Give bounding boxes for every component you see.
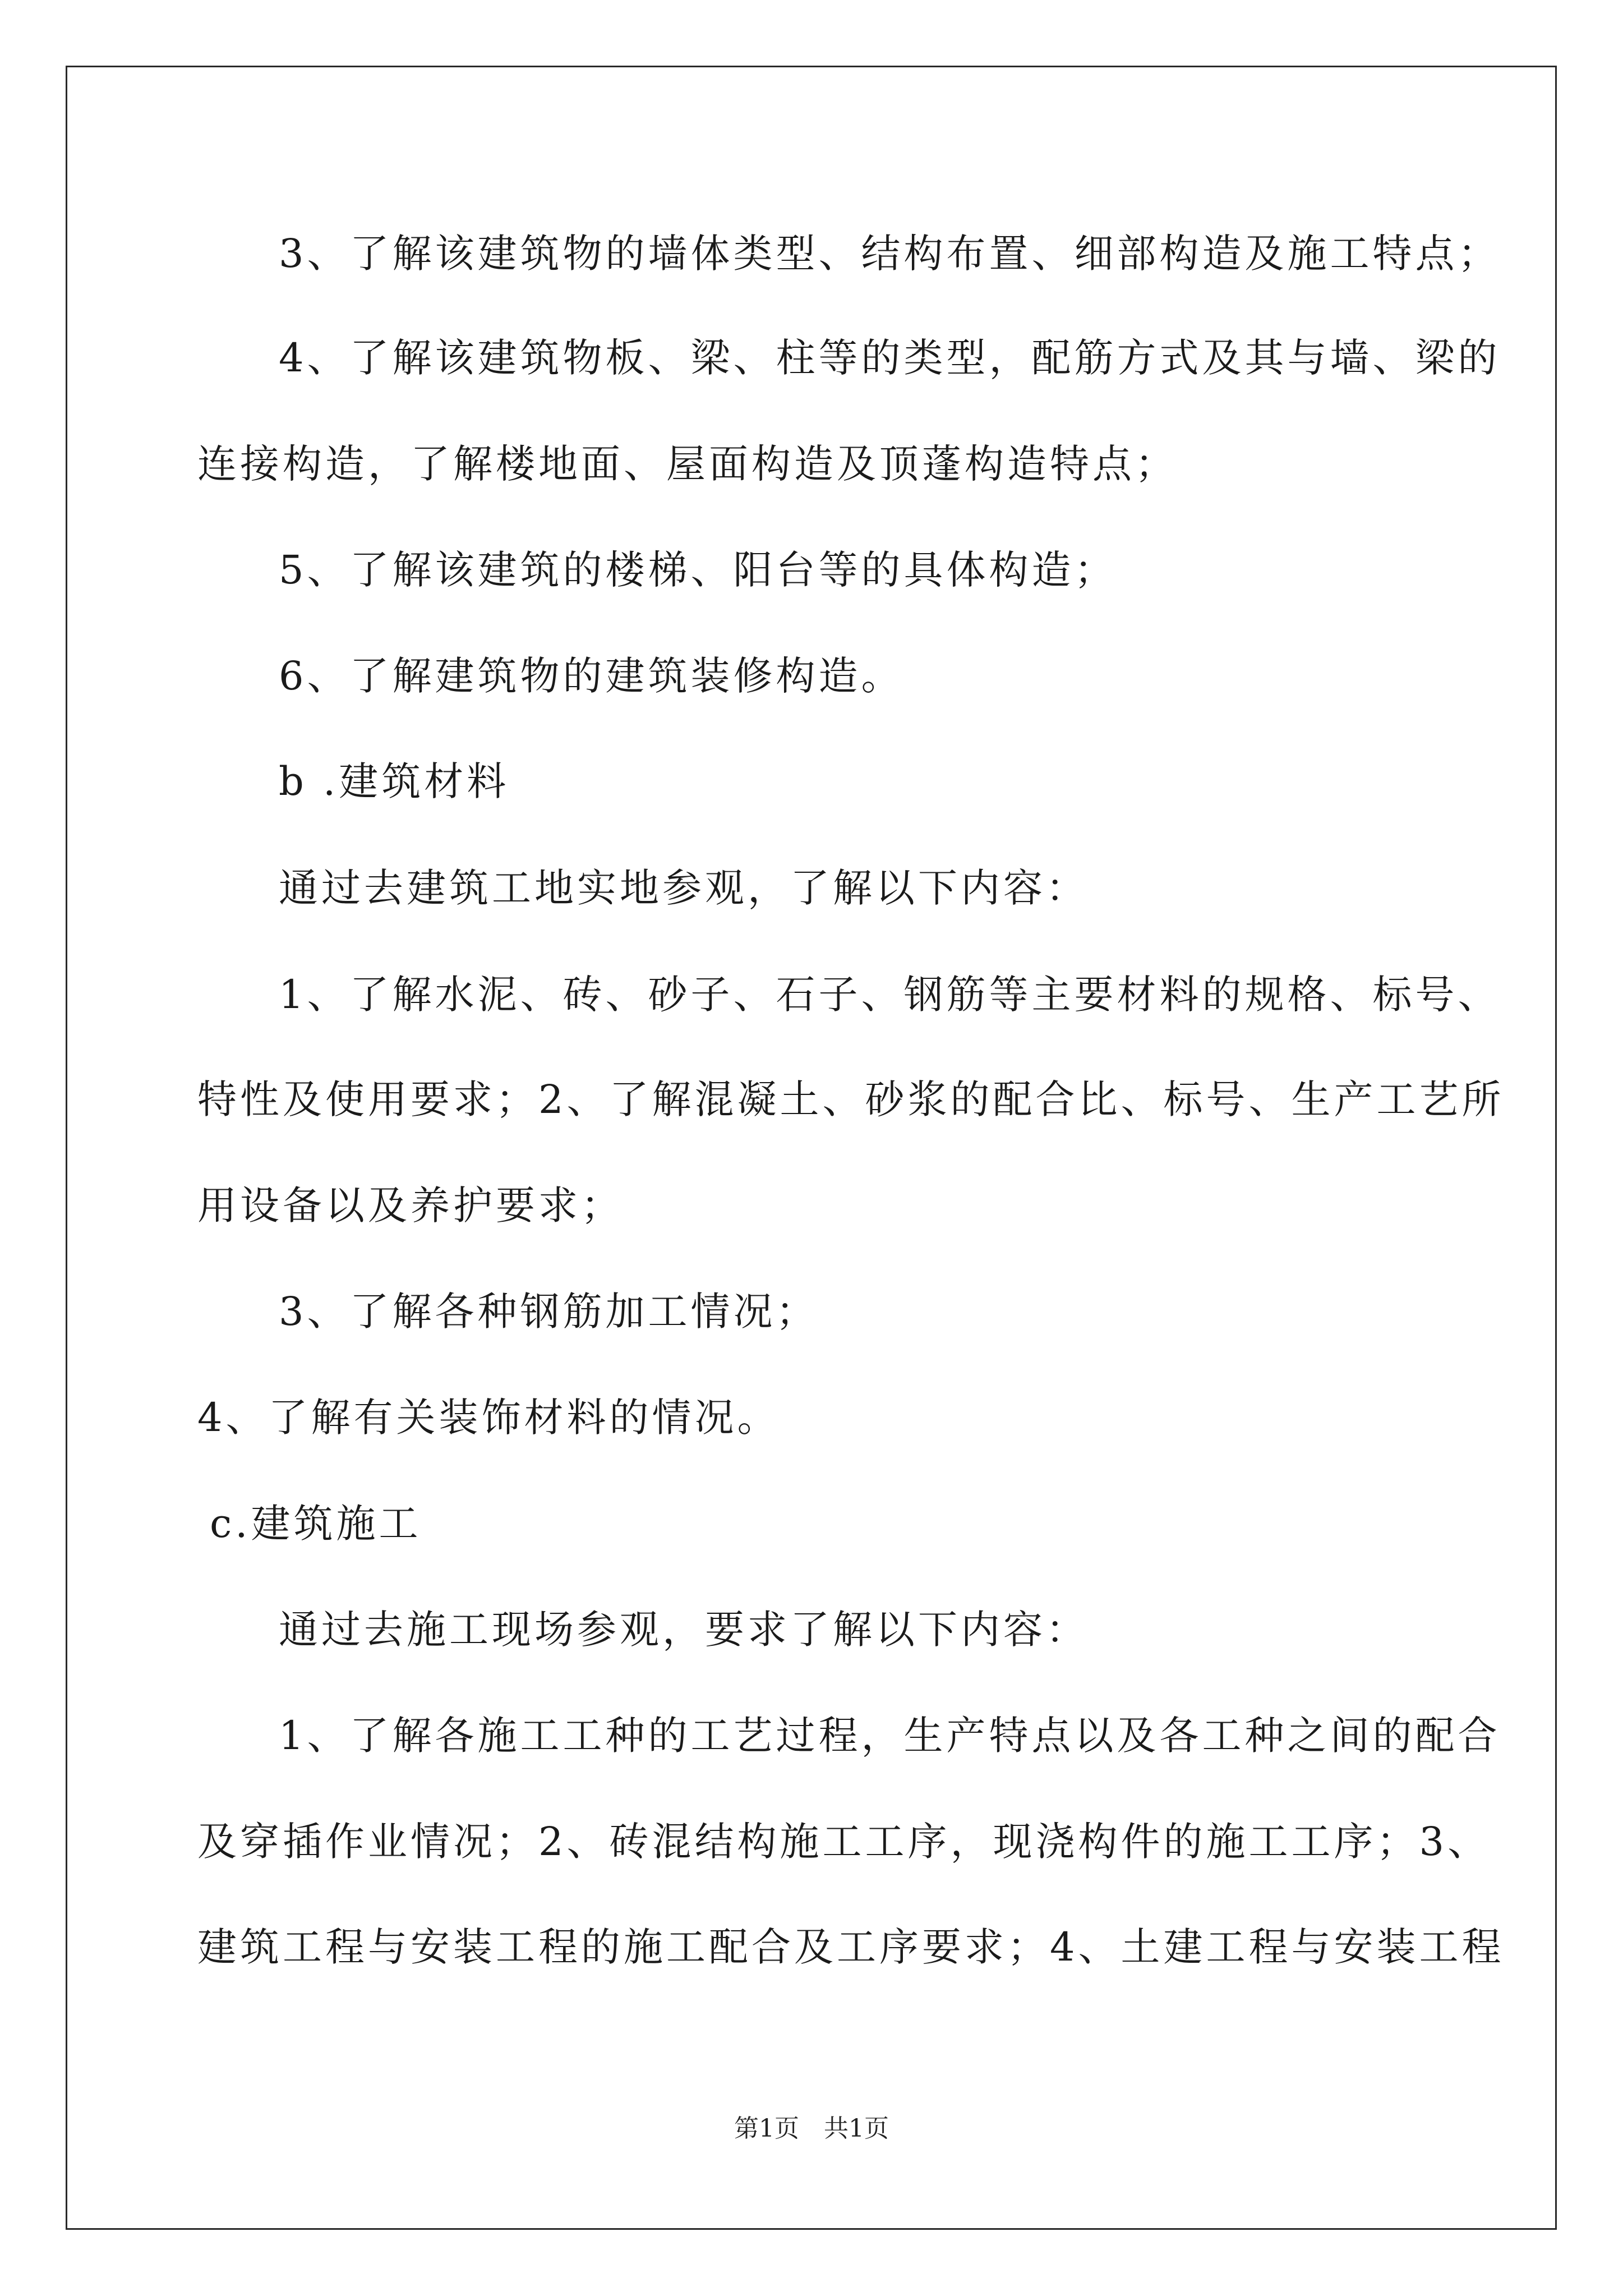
paragraph-line-3: 连接构造，了解楼地面、屋面构造及顶蓬构造特点；	[197, 441, 1178, 487]
paragraph-line-12: 4、了解有关装饰材料的情况。	[197, 1395, 780, 1441]
paragraph-line-8: 1、了解水泥、砖、砂子、石子、钢筋等主要材料的规格、标号、	[279, 972, 1501, 1018]
paragraph-line-1: 3、了解该建筑物的墙体类型、结构布置、细部构造及施工特点；	[279, 231, 1501, 277]
section-heading-b: b .建筑材料	[279, 758, 510, 804]
section-heading-c: c.建筑施工	[210, 1501, 422, 1547]
paragraph-line-4: 5、了解该建筑的楼梯、阳台等的具体构造；	[279, 547, 1117, 593]
paragraph-line-14: 通过去施工现场参观，要求了解以下内容：	[279, 1607, 1089, 1653]
paragraph-line-10: 用设备以及养护要求；	[197, 1182, 624, 1228]
paragraph-line-7: 通过去建筑工地实地参观，了解以下内容：	[279, 865, 1089, 911]
paragraph-line-15: 1、了解各施工工种的工艺过程，生产特点以及各工种之间的配合	[279, 1713, 1501, 1759]
paragraph-line-16: 及穿插作业情况；2、砖混结构施工工序，现浇构件的施工工序；3、	[197, 1819, 1491, 1865]
page-number-footer: 第1页 共1页	[734, 2114, 889, 2143]
paragraph-line-17: 建筑工程与安装工程的施工配合及工序要求；4、土建工程与安装工程	[197, 1924, 1505, 1970]
paragraph-line-5: 6、了解建筑物的建筑装修构造。	[279, 653, 904, 699]
paragraph-line-2: 4、了解该建筑物板、梁、柱等的类型，配筋方式及其与墙、梁的	[279, 335, 1501, 381]
paragraph-line-9: 特性及使用要求；2、了解混凝土、砂浆的配合比、标号、生产工艺所	[197, 1076, 1505, 1122]
paragraph-line-11: 3、了解各种钢筋加工情况；	[279, 1289, 819, 1335]
page-border	[66, 66, 1557, 2230]
